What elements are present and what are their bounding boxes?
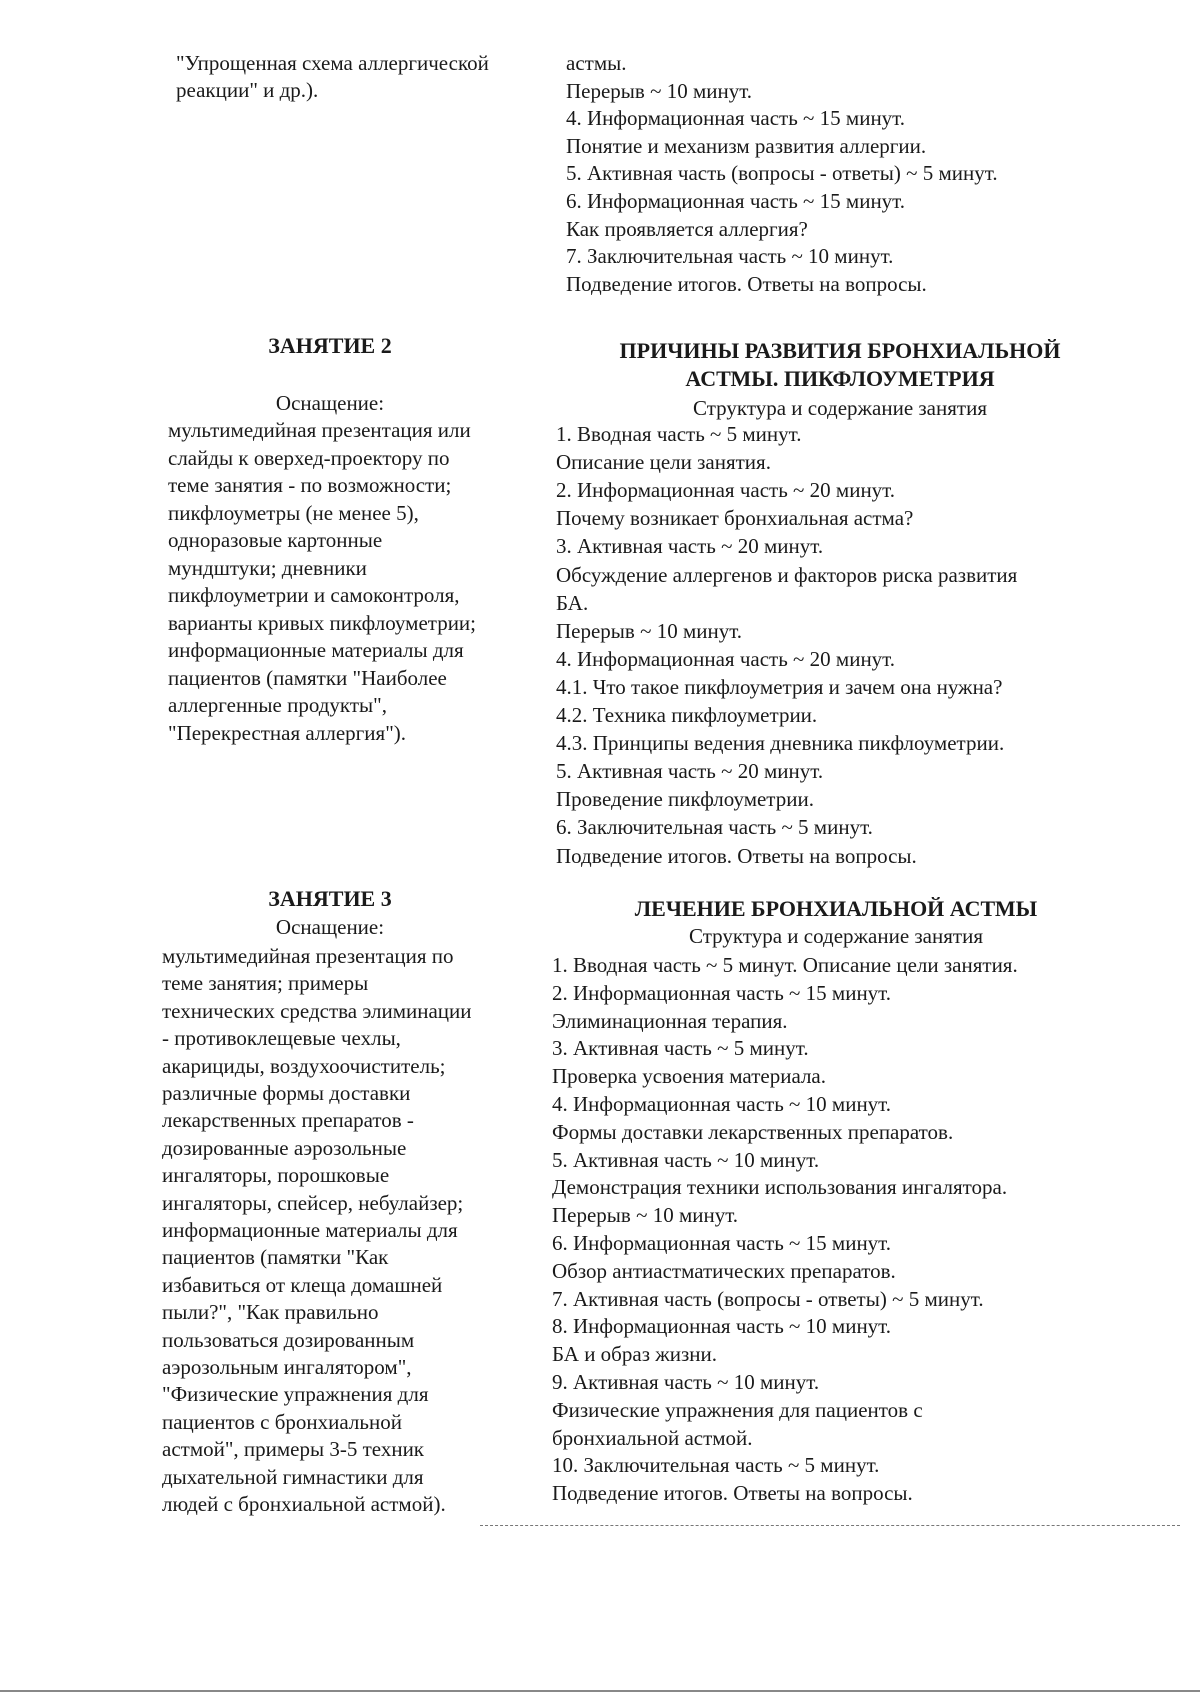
content-line: Проведение пикфлоуметрии.: [556, 787, 814, 812]
equipment-line: теме занятия; примеры: [162, 971, 369, 996]
equipment-line: мундштуки; дневники: [168, 555, 367, 580]
lesson-heading: ЗАНЯТИЕ 2: [268, 333, 392, 358]
content-line: 8. Информационная часть ~ 10 минут.: [552, 1314, 892, 1339]
content-line: Обзор антиастматических препаратов.: [552, 1258, 896, 1283]
content-line: Формы доставки лекарственных препаратов.: [552, 1119, 954, 1144]
structure-label: Структура и содержание занятия: [689, 924, 983, 948]
content-line: 4. Информационная часть ~ 15 минут.: [566, 106, 906, 131]
content-line: 1. Вводная часть ~ 5 минут. Описание цели занятия.: [552, 953, 1018, 977]
scan-edge: [0, 1690, 1200, 1692]
equipment-line: слайды к оверхед-проектору по: [168, 445, 450, 470]
equipment-line: мультимедийная презентация по: [162, 944, 454, 968]
content-line: Описание цели занятия.: [556, 450, 771, 475]
content-line: астмы.: [566, 51, 627, 75]
equipment-line: дозированные аэрозольные: [162, 1135, 407, 1160]
content-line: Обсуждение аллергенов и факторов риска развития: [556, 562, 1018, 587]
content-line: 5. Активная часть ~ 10 минут.: [552, 1147, 820, 1172]
lesson-heading: ЗАНЯТИЕ 3: [268, 886, 392, 911]
equipment-line: "Упрощенная схема аллергической: [176, 51, 489, 75]
equipment-line: информационные материалы для: [162, 1218, 458, 1242]
equipment-label: Оснащение:: [275, 391, 385, 415]
lesson-title: ПРИЧИНЫ РАЗВИТИЯ БРОНХИАЛЬНОЙ: [619, 338, 1061, 363]
content-line: Перерыв ~ 10 минут.: [566, 78, 753, 103]
equipment-line: реакции" и др.).: [176, 78, 319, 102]
equipment-line: избавиться от клеща домашней: [162, 1272, 443, 1297]
equipment-line: ингаляторы, спейсер, небулайзер;: [162, 1190, 464, 1215]
equipment-line: "Перекрестная аллергия").: [168, 720, 407, 745]
content-line: Подведение итогов. Ответы на вопросы.: [556, 843, 917, 868]
equipment-line: пациентов с бронхиальной: [162, 1409, 402, 1434]
equipment-line: пыли?", "Как правильно: [162, 1300, 379, 1325]
equipment-line: технических средства элиминации: [162, 998, 472, 1023]
equipment-line: аллергенные продукты",: [168, 693, 387, 717]
content-line: БА и образ жизни.: [552, 1342, 718, 1367]
content-line: 10. Заключительная часть ~ 5 минут.: [552, 1453, 880, 1478]
equipment-line: пикфлоуметрии и самоконтроля,: [168, 583, 460, 607]
lesson-title: ЛЕЧЕНИЕ БРОНХИАЛЬНОЙ АСТМЫ: [634, 896, 1038, 921]
equipment-line: информационные материалы для: [168, 638, 464, 662]
content-line: 4.3. Принципы ведения дневника пикфлоуметрии.: [556, 731, 1005, 756]
content-line: 1. Вводная часть ~ 5 минут.: [556, 422, 802, 446]
equipment-line: различные формы доставки: [162, 1081, 411, 1105]
content-line: 4.1. Что такое пикфлоуметрия и зачем она нужна?: [556, 674, 1003, 699]
content-line: Почему возникает бронхиальная астма?: [556, 506, 914, 531]
lesson-title: АСТМЫ. ПИКФЛОУМЕТРИЯ: [685, 366, 995, 391]
content-line: 4.2. Техника пикфлоуметрии.: [556, 703, 818, 727]
content-line: 2. Информационная часть ~ 20 минут.: [556, 478, 896, 503]
equipment-line: астмой", примеры 3-5 техник: [162, 1437, 425, 1462]
equipment-line: варианты кривых пикфлоуметрии;: [168, 610, 477, 635]
equipment-line: лекарственных препаратов -: [162, 1108, 414, 1133]
equipment-line: акарициды, воздухоочиститель;: [162, 1053, 446, 1078]
content-line: 4. Информационная часть ~ 20 минут.: [556, 646, 896, 671]
content-line: 3. Активная часть ~ 20 минут.: [556, 534, 824, 559]
content-line: Как проявляется аллергия?: [566, 216, 808, 241]
equipment-line: одноразовые картонные: [168, 528, 383, 552]
content-line: 7. Активная часть (вопросы - ответы) ~ 5 минут.: [552, 1286, 984, 1311]
equipment-line: - противоклещевые чехлы,: [162, 1026, 401, 1051]
content-line: 6. Заключительная часть ~ 5 минут.: [556, 815, 873, 840]
content-line: 6. Информационная часть ~ 15 минут.: [566, 189, 906, 213]
equipment-line: людей с бронхиальной астмой).: [162, 1492, 446, 1516]
content-line: 3. Активная часть ~ 5 минут.: [552, 1036, 809, 1061]
content-line: 4. Информационная часть ~ 10 минут.: [552, 1092, 892, 1116]
equipment-line: ингаляторы, порошковые: [162, 1163, 390, 1188]
equipment-line: теме занятия - по возможности;: [168, 473, 452, 497]
equipment-line: пациентов (памятки "Как: [162, 1245, 389, 1270]
content-line: Демонстрация техники использования ингалятора.: [552, 1175, 1008, 1200]
content-line: Подведение итогов. Ответы на вопросы.: [566, 271, 927, 296]
content-line: 5. Активная часть (вопросы - ответы) ~ 5 минут.: [566, 161, 998, 186]
equipment-line: мультимедийная презентация или: [168, 418, 471, 442]
content-line: 2. Информационная часть ~ 15 минут.: [552, 980, 892, 1005]
content-line: Понятие и механизм развития аллергии.: [566, 133, 927, 158]
content-line: 5. Активная часть ~ 20 минут.: [556, 759, 824, 784]
content-line: Перерыв ~ 10 минут.: [552, 1203, 739, 1228]
equipment-label: Оснащение:: [275, 915, 385, 939]
equipment-line: пользоваться дозированным: [162, 1327, 415, 1352]
equipment-line: "Физические упражнения для: [162, 1382, 429, 1407]
equipment-line: пикфлоуметры (не менее 5),: [168, 500, 419, 525]
equipment-line: аэрозольным ингалятором",: [162, 1355, 412, 1379]
structure-label: Структура и содержание занятия: [693, 396, 987, 420]
equipment-line: пациентов (памятки "Наиболее: [168, 665, 447, 690]
content-line: Физические упражнения для пациентов с: [552, 1397, 923, 1422]
content-line: Элиминационная терапия.: [552, 1008, 788, 1033]
equipment-line: дыхательной гимнастики для: [162, 1464, 424, 1489]
content-line: Подведение итогов. Ответы на вопросы.: [552, 1481, 913, 1506]
content-line: Проверка усвоения материала.: [552, 1064, 827, 1089]
content-line: Перерыв ~ 10 минут.: [556, 618, 743, 643]
divider: [480, 1525, 1180, 1527]
content-line: бронхиальной астмой.: [552, 1425, 753, 1450]
content-line: 6. Информационная часть ~ 15 минут.: [552, 1231, 892, 1255]
content-line: 9. Активная часть ~ 10 минут.: [552, 1370, 820, 1394]
content-line: БА.: [556, 590, 589, 615]
content-line: 7. Заключительная часть ~ 10 минут.: [566, 244, 894, 269]
